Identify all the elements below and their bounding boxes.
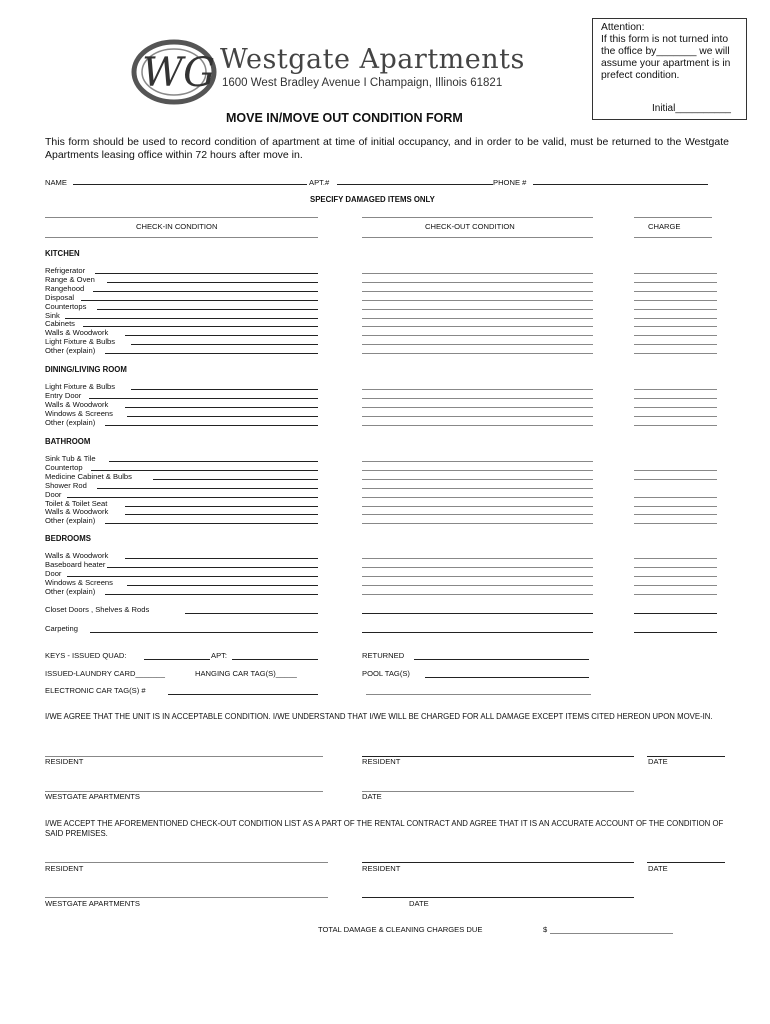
- checkin-field[interactable]: [105, 523, 318, 524]
- closet-label: Closet Doors , Shelves & Rods: [45, 605, 150, 614]
- item-label: Baseboard heater: [45, 559, 106, 569]
- item-label: Cabinets: [45, 319, 75, 329]
- item-label: Other (explain): [45, 417, 96, 427]
- checkout-header-line-top: [362, 217, 593, 218]
- checkout-field[interactable]: [362, 291, 593, 292]
- dining-section-title: DINING/LIVING ROOM: [45, 365, 127, 374]
- item-label: Range & Oven: [45, 274, 95, 284]
- carpeting-label: Carpeting: [45, 624, 78, 633]
- checkin-field[interactable]: [125, 407, 318, 408]
- checkout-header-line-bottom: [362, 237, 593, 238]
- checkout-field[interactable]: [362, 335, 593, 336]
- checkout-field[interactable]: [362, 523, 593, 524]
- item-label: Countertop: [45, 462, 83, 472]
- date-line-2[interactable]: [362, 791, 634, 792]
- attention-text: Attention: If this form is not turned into the office by_______ we will assume your apartment is in prefect condition.: [601, 22, 731, 81]
- laundry-card-label[interactable]: ISSUED-LAUNDRY CARD_______: [45, 669, 166, 678]
- charge-field[interactable]: [634, 282, 717, 283]
- intro-paragraph: This form should be used to record condition of apartment at time of initial occupancy, and in order to be valid, must be returned to the Westgate Apartments leasing office within 72 hours after move in.: [45, 136, 729, 161]
- charge-field[interactable]: [634, 523, 717, 524]
- hanging-car-tags-label[interactable]: HANGING CAR TAG(S)_____: [195, 669, 297, 678]
- checkin-field[interactable]: [131, 389, 318, 390]
- specify-note: SPECIFY DAMAGED ITEMS ONLY: [310, 195, 435, 204]
- checkin-field[interactable]: [127, 585, 318, 586]
- item-label: Walls & Woodwork: [45, 328, 109, 338]
- checkout-field[interactable]: [362, 344, 593, 345]
- closet-checkout-field[interactable]: [362, 613, 593, 614]
- checkin-field[interactable]: [125, 335, 318, 336]
- checkin-field[interactable]: [131, 344, 318, 345]
- checkin-field[interactable]: [67, 576, 318, 577]
- charge-field[interactable]: [634, 398, 717, 399]
- date-label-2: DATE: [362, 792, 382, 801]
- name-field[interactable]: [73, 184, 307, 185]
- item-label: Other (explain): [45, 516, 96, 526]
- checkin-field[interactable]: [125, 558, 318, 559]
- checkout-field[interactable]: [362, 300, 593, 301]
- item-label: Other (explain): [45, 586, 96, 596]
- resident-signature-line-1[interactable]: [45, 756, 323, 757]
- total-currency-symbol: $: [543, 925, 548, 934]
- checkout-field[interactable]: [362, 488, 593, 489]
- charge-field[interactable]: [634, 425, 717, 426]
- checkout-field[interactable]: [362, 309, 593, 310]
- checkin-field[interactable]: [83, 326, 318, 327]
- charge-field[interactable]: [634, 273, 717, 274]
- closet-checkin-field[interactable]: [185, 613, 318, 614]
- agreement-move-in-text: I/WE AGREE THAT THE UNIT IS IN ACCEPTABLE CONDITION. I/WE UNDERSTAND THAT I/WE WILL BE CHARGED FOR ALL DAMAGE EXCEPT ITEMS CITED HEREON UPON MOVE-IN.: [45, 712, 713, 721]
- checkout-field[interactable]: [362, 558, 593, 559]
- checkin-field[interactable]: [93, 291, 318, 292]
- checkin-field[interactable]: [65, 318, 318, 319]
- carpeting-charge-field[interactable]: [634, 632, 717, 633]
- kitchen-section-title: KITCHEN: [45, 249, 80, 258]
- item-label: Door: [45, 489, 62, 499]
- charge-field[interactable]: [634, 318, 717, 319]
- checkout-field[interactable]: [362, 497, 593, 498]
- carpeting-checkout-field[interactable]: [362, 632, 593, 633]
- checkin-field[interactable]: [107, 282, 318, 283]
- checkout-field[interactable]: [362, 398, 593, 399]
- charge-field[interactable]: [634, 558, 717, 559]
- checkout-field[interactable]: [362, 353, 593, 354]
- bedrooms-section-title: BEDROOMS: [45, 534, 91, 543]
- checkin-field[interactable]: [97, 309, 318, 310]
- pool-tags-field[interactable]: [425, 677, 589, 678]
- keys-returned-field[interactable]: [414, 659, 589, 660]
- checkin-field[interactable]: [127, 416, 318, 417]
- checkin-header-line-bottom: [45, 237, 318, 238]
- charge-field[interactable]: [634, 291, 717, 292]
- charge-header-line-top: [634, 217, 712, 218]
- charge-field[interactable]: [634, 567, 717, 568]
- item-label: Refrigerator: [45, 266, 86, 275]
- item-label: Rangehood: [45, 283, 85, 293]
- checkin-field[interactable]: [67, 497, 318, 498]
- checkin-field[interactable]: [125, 514, 318, 515]
- checkout-field[interactable]: [362, 461, 593, 462]
- checkout-field[interactable]: [362, 326, 593, 327]
- charge-field[interactable]: [634, 470, 717, 471]
- item-label: Walls & Woodwork: [45, 399, 109, 409]
- checkin-field[interactable]: [153, 479, 318, 480]
- charge-field[interactable]: [634, 309, 717, 310]
- item-label: Sink Tub & Tile: [45, 454, 96, 463]
- checkin-field[interactable]: [107, 567, 318, 568]
- checkin-field[interactable]: [97, 488, 318, 489]
- electronic-car-tags-checkout-field[interactable]: [366, 694, 591, 695]
- resident-signature-line-2[interactable]: [362, 756, 634, 757]
- checkout-field[interactable]: [362, 282, 593, 283]
- item-label: Walls & Woodwork: [45, 551, 109, 560]
- checkout-field[interactable]: [362, 318, 593, 319]
- checkin-field[interactable]: [105, 425, 318, 426]
- date-label-3: DATE: [648, 864, 668, 873]
- westgate-logo-monogram: [128, 38, 220, 106]
- keys-issued-quad-field[interactable]: [144, 659, 210, 660]
- date-label-4: DATE: [409, 899, 429, 908]
- phone-field[interactable]: [533, 184, 708, 185]
- charge-field[interactable]: [634, 335, 717, 336]
- checkin-field[interactable]: [105, 353, 318, 354]
- westgate-label-1: WESTGATE APARTMENTS: [45, 792, 140, 801]
- electronic-car-tags-field[interactable]: [168, 694, 318, 695]
- checkin-field[interactable]: [91, 470, 318, 471]
- westgate-label-2: WESTGATE APARTMENTS: [45, 899, 140, 908]
- checkin-header-line-top: [45, 217, 318, 218]
- charge-field[interactable]: [634, 585, 717, 586]
- resident-signature-line-3[interactable]: [45, 862, 328, 863]
- form-title: MOVE IN/MOVE OUT CONDITION FORM: [226, 111, 463, 125]
- checkout-field[interactable]: [362, 506, 593, 507]
- attention-initial-field[interactable]: Initial__________: [652, 103, 731, 114]
- item-label: Light Fixture & Bulbs: [45, 337, 116, 347]
- name-label: NAME: [45, 178, 67, 187]
- bathroom-section-title: BATHROOM: [45, 437, 91, 446]
- agreement-move-out-text: I/WE ACCEPT THE AFOREMENTIONED CHECK-OUT CONDITION LIST AS A PART OF THE RENTAL CONTRACT AND AGREE THAT IT IS AN ACCURATE ACCOUNT OF THE CONDITION OF SAID PREMISES.: [45, 819, 724, 838]
- checkin-field[interactable]: [95, 273, 318, 274]
- checkout-field[interactable]: [362, 585, 593, 586]
- checkin-column-header: CHECK-IN CONDITION: [136, 222, 218, 231]
- total-charges-field[interactable]: [550, 933, 673, 934]
- item-label: Shower Rod: [45, 480, 87, 490]
- item-label: Walls & Woodwork: [45, 507, 109, 517]
- checkout-field[interactable]: [362, 273, 593, 274]
- resident-label-1: RESIDENT: [45, 757, 84, 766]
- item-label: Toilet & Toilet Seat: [45, 498, 108, 508]
- charge-field[interactable]: [634, 416, 717, 417]
- checkout-field[interactable]: [362, 470, 593, 471]
- keys-apt-label: APT:: [211, 651, 228, 660]
- logo-company-name: Westgate Apartments: [220, 44, 525, 75]
- item-label: Countertops: [45, 301, 87, 311]
- checkout-field[interactable]: [362, 389, 593, 390]
- carpeting-checkin-field[interactable]: [90, 632, 318, 633]
- charge-field[interactable]: [634, 300, 717, 301]
- charge-field[interactable]: [634, 514, 717, 515]
- checkin-field[interactable]: [81, 300, 318, 301]
- total-charges-label: TOTAL DAMAGE & CLEANING CHARGES DUE: [318, 925, 483, 934]
- charge-field[interactable]: [634, 326, 717, 327]
- checkin-field[interactable]: [105, 594, 318, 595]
- closet-charge-field[interactable]: [634, 613, 717, 614]
- apt-field[interactable]: [337, 184, 493, 185]
- checkout-column-header: CHECK-OUT CONDITION: [425, 222, 515, 231]
- charge-field[interactable]: [634, 353, 717, 354]
- item-label: Light Fixture & Bulbs: [45, 382, 116, 391]
- item-label: Door: [45, 568, 62, 578]
- charge-field[interactable]: [634, 407, 717, 408]
- item-label: Entry Door: [45, 390, 82, 400]
- checkout-field[interactable]: [362, 479, 593, 480]
- checkout-field[interactable]: [362, 416, 593, 417]
- resident-label-2: RESIDENT: [362, 757, 401, 766]
- checkin-field[interactable]: [125, 506, 318, 507]
- date-label-1: DATE: [648, 757, 668, 766]
- keys-apt-field[interactable]: [232, 659, 318, 660]
- charge-field[interactable]: [634, 479, 717, 480]
- item-label: Other (explain): [45, 346, 96, 356]
- date-line-3[interactable]: [647, 862, 725, 863]
- item-label: Sink: [45, 310, 60, 320]
- electronic-car-tags-label: ELECTRONIC CAR TAG(S) #: [45, 686, 146, 695]
- pool-tags-label: POOL TAG(S): [362, 669, 410, 678]
- checkout-field[interactable]: [362, 407, 593, 408]
- resident-label-3: RESIDENT: [45, 864, 84, 873]
- charge-column-header: CHARGE: [648, 222, 681, 231]
- charge-field[interactable]: [634, 344, 717, 345]
- charge-field[interactable]: [634, 389, 717, 390]
- item-label: Medicine Cabinet & Bulbs: [45, 471, 132, 481]
- checkout-field[interactable]: [362, 425, 593, 426]
- checkout-field[interactable]: [362, 576, 593, 577]
- checkout-field[interactable]: [362, 514, 593, 515]
- resident-signature-line-4[interactable]: [362, 862, 634, 863]
- item-label: Windows & Screens: [45, 408, 113, 418]
- westgate-signature-line-2[interactable]: [45, 897, 328, 898]
- resident-label-4: RESIDENT: [362, 864, 401, 873]
- checkout-field[interactable]: [362, 594, 593, 595]
- logo-address: 1600 West Bradley Avenue I Champaign, Illinois 61821: [222, 77, 503, 89]
- charge-header-line-bottom: [634, 237, 712, 238]
- logo-monogram-text: WG: [142, 50, 216, 96]
- checkin-field[interactable]: [109, 461, 318, 462]
- charge-field[interactable]: [634, 506, 717, 507]
- charge-field[interactable]: [634, 497, 717, 498]
- checkout-field[interactable]: [362, 567, 593, 568]
- apt-label: APT.#: [309, 178, 330, 187]
- keys-returned-label: RETURNED: [362, 651, 405, 660]
- checkin-field[interactable]: [89, 398, 318, 399]
- charge-field[interactable]: [634, 576, 717, 577]
- date-line-4[interactable]: [362, 897, 634, 898]
- item-label: Disposal: [45, 292, 75, 302]
- charge-field[interactable]: [634, 594, 717, 595]
- keys-issued-quad-label: KEYS - ISSUED QUAD:: [45, 651, 127, 660]
- item-label: Windows & Screens: [45, 577, 113, 587]
- phone-label: PHONE #: [493, 178, 527, 187]
